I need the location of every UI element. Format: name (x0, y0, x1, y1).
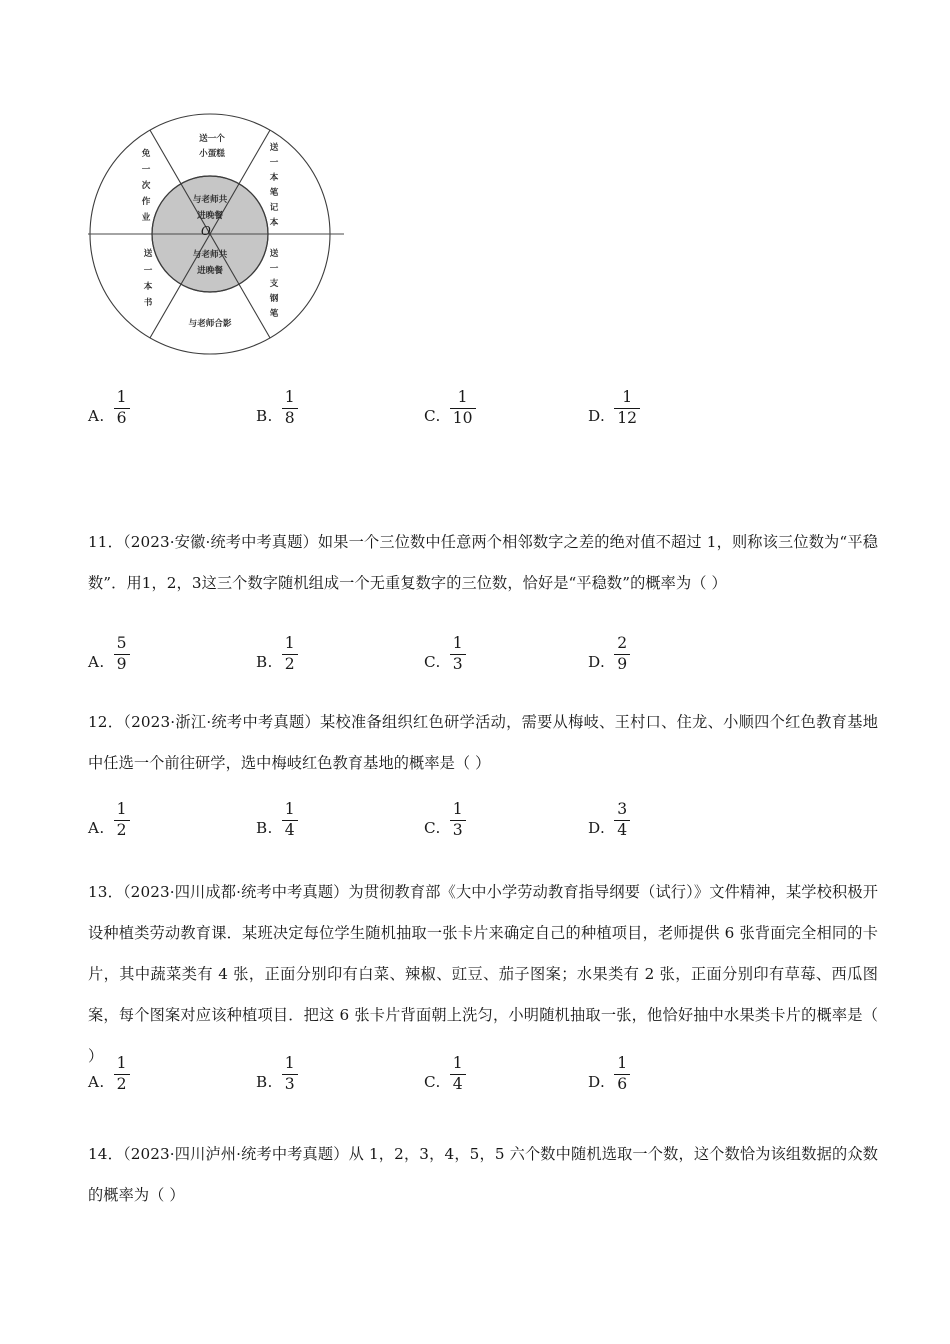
fraction-denominator: 4 (450, 1074, 466, 1093)
outer-sector-label-top-line1: 送一个 (199, 134, 225, 144)
option-c-q12[interactable] (424, 790, 466, 842)
svg-text:一: 一 (141, 165, 151, 175)
option-b-q10[interactable] (256, 378, 298, 430)
option-label: D. (588, 1073, 606, 1091)
fraction-numerator: 1 (452, 1054, 463, 1073)
fraction-denominator: 9 (114, 654, 130, 673)
option-d-q13[interactable] (588, 1044, 630, 1096)
fraction-value (450, 635, 466, 676)
option-c-q13[interactable] (424, 1044, 466, 1096)
fraction-denominator: 6 (614, 1074, 630, 1093)
question-13-text: 13．（2023·四川成都·统考中考真题）为贯彻教育部《大中小学劳动教育指导纲要（试行）》文件精神，某学校积极开设种植类劳动教育课．某班决定每位学生随机抽取一张卡片来确定自己的种植项目，老师提供 6 张背面完全相同的卡片，其中蔬菜类有 4 张，正面分别印有白菜、辣椒、豇豆、茄子图案；水果类有 2 张，正面分别印有草莓、西瓜图案，每个图案对应该种植项目．把这 6 张卡片背面朝上洗匀，小明随机抽取一张，他恰好抽中水果类卡片的概率是（ ） (88, 883, 878, 1065)
svg-text:作: 作 (141, 197, 151, 207)
svg-text:一: 一 (269, 158, 279, 168)
fraction-numerator: 1 (457, 388, 468, 407)
option-label: D. (588, 819, 606, 837)
option-b-q12[interactable] (256, 790, 298, 842)
fraction-value (450, 801, 466, 842)
option-a-q10[interactable] (88, 378, 130, 430)
option-c-q10[interactable] (424, 378, 476, 430)
fraction-denominator: 6 (114, 408, 130, 427)
fraction-value (282, 801, 298, 842)
fraction-numerator: 2 (617, 634, 628, 653)
outer-sector-label-top-line2: 小蛋糕 (199, 149, 225, 159)
question-14-text: 14．（2023·四川泸州·统考中考真题）从 1，2，3，4，5，5 六个数中随机选取一个数，这个数恰为该组数据的众数的概率为（ ） (88, 1145, 878, 1204)
option-label: A. (88, 819, 105, 837)
option-label: B. (256, 1073, 273, 1091)
options-row-q13 (88, 1044, 878, 1096)
option-c-q11[interactable] (424, 624, 466, 676)
probability-wheel-figure (88, 108, 348, 360)
fraction-value (114, 389, 130, 430)
wheel-svg (88, 108, 348, 360)
outer-sector-label-bottom-right (269, 247, 279, 319)
option-d-q11[interactable] (588, 624, 630, 676)
svg-text:送: 送 (269, 249, 279, 259)
svg-text:书: 书 (143, 298, 153, 308)
option-d-q10[interactable] (588, 378, 640, 430)
inner-sector-label-top-line2: 进晚餐 (197, 211, 223, 221)
fraction-denominator: 12 (614, 408, 640, 427)
center-point-label: O (201, 224, 211, 238)
options-row-q12 (88, 790, 878, 842)
fraction-numerator: 5 (116, 634, 127, 653)
fraction-denominator: 4 (282, 820, 298, 839)
svg-text:笔: 笔 (269, 309, 279, 319)
option-label: B. (256, 407, 273, 425)
fraction-denominator: 3 (450, 654, 466, 673)
option-a-q11[interactable] (88, 624, 130, 676)
fraction-denominator: 10 (450, 408, 476, 427)
option-b-q13[interactable] (256, 1044, 298, 1096)
fraction-value (114, 635, 130, 676)
svg-text:送: 送 (143, 249, 153, 259)
inner-sector-label-bottom-line2: 进晚餐 (197, 266, 223, 276)
question-11-text: 11．（2023·安徽·统考中考真题）如果一个三位数中任意两个相邻数字之差的绝对值不超过 1，则称该三位数为“平稳数”．用1，2，3这三个数字随机组成一个无重复数字的三位数，恰好是“平稳数”的概率为（ ） (88, 533, 878, 592)
options-row-q10 (88, 378, 878, 430)
option-label: D. (588, 407, 606, 425)
option-label: B. (256, 653, 273, 671)
option-label: A. (88, 1073, 105, 1091)
question-12-text: 12．（2023·浙江·统考中考真题）某校准备组织红色研学活动，需要从梅岐、王村口、住龙、小顺四个红色教育基地中任选一个前往研学，选中梅岐红色教育基地的概率是（ ） (88, 713, 878, 772)
option-a-q12[interactable] (88, 790, 130, 842)
fraction-value (614, 1055, 630, 1096)
fraction-numerator: 1 (452, 800, 463, 819)
option-label: A. (88, 653, 105, 671)
fraction-value (450, 389, 476, 430)
fraction-denominator: 2 (282, 654, 298, 673)
fraction-value (282, 1055, 298, 1096)
svg-text:支: 支 (269, 279, 279, 289)
inner-sector-label-bottom-line1: 与老师共 (192, 250, 228, 260)
inner-sector-label-top-line1: 与老师共 (192, 195, 228, 205)
options-row-q11 (88, 624, 878, 676)
option-label: D. (588, 653, 606, 671)
svg-text:钢: 钢 (269, 294, 279, 304)
fraction-denominator: 3 (282, 1074, 298, 1093)
fraction-denominator: 9 (614, 654, 630, 673)
svg-text:业: 业 (141, 213, 151, 223)
svg-text:次: 次 (141, 181, 151, 191)
option-label: C. (424, 819, 441, 837)
fraction-numerator: 1 (116, 800, 127, 819)
fraction-value (282, 635, 298, 676)
fraction-numerator: 1 (284, 388, 295, 407)
option-b-q11[interactable] (256, 624, 298, 676)
fraction-denominator: 8 (282, 408, 298, 427)
fraction-value (282, 389, 298, 430)
fraction-value (614, 635, 630, 676)
svg-text:本: 本 (269, 173, 279, 183)
svg-text:免: 免 (141, 149, 151, 159)
svg-text:送: 送 (269, 143, 279, 153)
fraction-numerator: 1 (284, 634, 295, 653)
svg-text:一: 一 (143, 266, 153, 276)
fraction-numerator: 1 (284, 1054, 295, 1073)
fraction-numerator: 1 (116, 388, 127, 407)
svg-text:笔: 笔 (269, 188, 279, 198)
option-label: C. (424, 1073, 441, 1091)
svg-text:记: 记 (269, 203, 279, 213)
fraction-value (450, 1055, 466, 1096)
option-label: C. (424, 653, 441, 671)
option-d-q12[interactable] (588, 790, 630, 842)
fraction-value (614, 801, 630, 842)
fraction-numerator: 1 (622, 388, 633, 407)
option-a-q13[interactable] (88, 1044, 130, 1096)
fraction-numerator: 3 (617, 800, 628, 819)
fraction-denominator: 3 (450, 820, 466, 839)
fraction-numerator: 1 (116, 1054, 127, 1073)
fraction-numerator: 1 (284, 800, 295, 819)
fraction-denominator: 2 (114, 1074, 130, 1093)
option-label: B. (256, 819, 273, 837)
svg-text:一: 一 (269, 264, 279, 274)
fraction-value (114, 801, 130, 842)
outer-sector-label-bottom: 与老师合影 (188, 319, 232, 329)
fraction-value (114, 1055, 130, 1096)
option-label: A. (88, 407, 105, 425)
fraction-value (614, 389, 640, 430)
svg-text:本: 本 (143, 282, 153, 292)
option-label: C. (424, 407, 441, 425)
fraction-numerator: 1 (452, 634, 463, 653)
fraction-numerator: 1 (617, 1054, 628, 1073)
svg-text:本: 本 (269, 218, 279, 228)
fraction-denominator: 2 (114, 820, 130, 839)
fraction-denominator: 4 (614, 820, 630, 839)
